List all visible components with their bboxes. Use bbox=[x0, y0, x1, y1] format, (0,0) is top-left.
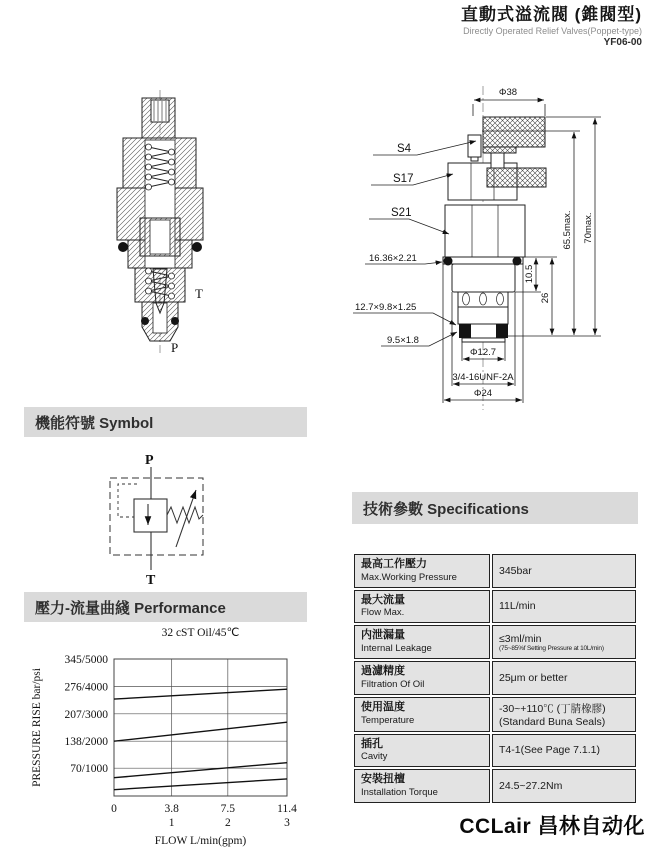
dim-label-phi12-7: Φ12.7 bbox=[469, 347, 497, 358]
specifications-section-header: 技術參數 Specifications bbox=[352, 492, 638, 524]
symbol-lines bbox=[110, 467, 203, 570]
spec-note: (Standard Buna Seals) bbox=[499, 715, 606, 728]
chart-x-axis-label: FLOW L/min(gpm) bbox=[154, 835, 247, 847]
chart-line-setting-3 bbox=[114, 722, 287, 741]
symbol-section-header: 機能符號 Symbol bbox=[24, 407, 307, 437]
table-row bbox=[354, 769, 636, 803]
spec-value: T4-1(See Page 7.1.1) bbox=[499, 744, 600, 757]
dim-label-s4: S4 bbox=[397, 143, 412, 155]
hydraulic-symbol-diagram bbox=[85, 448, 255, 588]
spec-name-en: Filtration Of Oil bbox=[361, 678, 425, 690]
table-row bbox=[354, 734, 636, 768]
spec-value: 11L/min bbox=[499, 600, 536, 613]
chart-line-setting-4 bbox=[114, 689, 287, 699]
dim-label-s21: S21 bbox=[391, 207, 412, 219]
dim-label-65-5max: 65.5max. bbox=[562, 210, 573, 250]
performance-chart-plot bbox=[26, 620, 318, 852]
table-row bbox=[354, 661, 636, 695]
performance-chart bbox=[26, 620, 318, 855]
svg-text:3: 3 bbox=[284, 817, 290, 829]
page-header bbox=[461, 5, 642, 48]
spec-name-en: Cavity bbox=[361, 751, 388, 763]
table-row bbox=[354, 625, 636, 659]
chart-line-setting-1 bbox=[114, 779, 287, 790]
dim-label-phi38: Φ38 bbox=[498, 87, 518, 98]
dim-label-s17: S17 bbox=[393, 173, 414, 185]
dim-label-26: 26 bbox=[540, 292, 551, 304]
svg-text:2: 2 bbox=[224, 817, 231, 829]
dim-label-70max: 70max. bbox=[583, 212, 594, 244]
chart-line-setting-2 bbox=[114, 763, 287, 778]
svg-text:11.4: 11.4 bbox=[277, 803, 297, 815]
svg-text:70/1000: 70/1000 bbox=[70, 763, 108, 776]
spec-name-zh: 内泄漏量 bbox=[361, 629, 405, 642]
svg-text:0: 0 bbox=[111, 803, 117, 815]
spec-name-zh: 最高工作壓力 bbox=[361, 558, 427, 570]
dim-label-phi24: Φ24 bbox=[473, 388, 493, 399]
spec-name-en: Flow Max. bbox=[361, 607, 405, 619]
port-t-label: T bbox=[195, 286, 203, 301]
spec-note: (75~85%f Setting Pressure at 10L/min) bbox=[499, 644, 604, 652]
spec-name-zh: 安裝扭檀 bbox=[361, 773, 405, 786]
svg-text:276/4000: 276/4000 bbox=[64, 681, 108, 694]
spec-value: ≤3ml/min bbox=[499, 632, 542, 645]
table-row bbox=[354, 697, 636, 732]
spec-name-zh: 過濾精度 bbox=[361, 664, 405, 677]
spec-name-en: Installation Torque bbox=[361, 786, 438, 798]
symbol-port-p-label: P bbox=[145, 453, 154, 468]
spec-name-zh: 使用温度 bbox=[361, 701, 405, 714]
spec-value: 25μm or better bbox=[499, 671, 568, 684]
svg-text:3.8: 3.8 bbox=[164, 803, 179, 815]
spec-value: 24.5~27.2Nm bbox=[499, 779, 563, 792]
dim-label-oring-bottom: 9.5×1.8 bbox=[387, 335, 419, 346]
svg-text:7.5: 7.5 bbox=[220, 803, 236, 815]
spec-value: 345bar bbox=[499, 564, 532, 577]
page-subtitle: Directly Operated Relief Valves(Poppet-type) bbox=[463, 25, 642, 36]
chart-title: 32 cST Oil/45℃ bbox=[161, 627, 240, 639]
model-number: YF06-00 bbox=[603, 36, 642, 48]
table-row bbox=[354, 554, 636, 588]
spec-value: -30~+110℃ (丁腈橡膠) bbox=[499, 702, 606, 715]
symbol-port-t-label: T bbox=[146, 573, 156, 588]
dim-label-10-5: 10.5 bbox=[524, 264, 535, 284]
valve-dimension-drawing bbox=[345, 58, 650, 418]
specifications-table bbox=[352, 552, 638, 805]
page-title: 直動式溢流閥 (錐閥型) bbox=[460, 5, 642, 24]
svg-text:207/3000: 207/3000 bbox=[64, 708, 108, 721]
svg-text:345/5000: 345/5000 bbox=[64, 654, 108, 666]
valve-cross-section-drawing bbox=[95, 55, 265, 355]
spec-name-zh: 最大流量 bbox=[361, 593, 405, 606]
table-row bbox=[354, 590, 636, 624]
dim-label-oring-top: 16.36×2.21 bbox=[369, 253, 417, 264]
spec-name-en: Internal Leakage bbox=[361, 643, 432, 654]
dim-label-thread: 3/4-16UNF-2A bbox=[452, 372, 514, 383]
spec-name-zh: 插孔 bbox=[361, 737, 383, 750]
port-p-label: P bbox=[171, 340, 179, 355]
spec-name-en: Max.Working Pressure bbox=[361, 571, 457, 583]
performance-section-header: 壓力-流量曲綫 Performance bbox=[24, 592, 307, 622]
valve-outline bbox=[443, 117, 546, 342]
svg-text:1: 1 bbox=[168, 817, 175, 829]
dim-label-backup-ring: 12.7×9.8×1.25 bbox=[355, 302, 417, 313]
dim-phi38 bbox=[473, 100, 545, 116]
svg-text:138/2000: 138/2000 bbox=[64, 736, 108, 749]
brand-logo: CCLair 昌林自动化 bbox=[459, 815, 645, 838]
spec-name-en: Temperature bbox=[361, 714, 415, 726]
chart-y-axis-label: PRESSURE RISE bar/psi bbox=[31, 668, 43, 787]
